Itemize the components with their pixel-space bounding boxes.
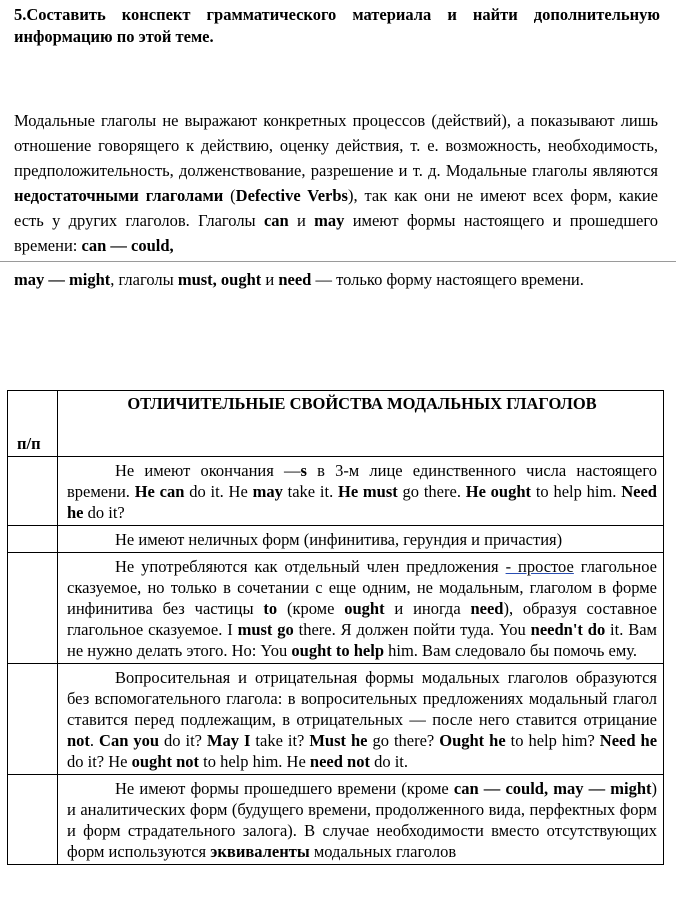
table-row — [8, 526, 664, 553]
modal-verbs-properties-table — [7, 390, 664, 865]
table-row — [8, 457, 664, 526]
property-cell-4: Вопросительная и отрицательная формы модальных глаголов образуются без вспомогательного глагола: в вопросительных предложениях модальный глагол ставится перед подлежащим, в отрицательных — после него ставится отрицание not. Can you do it? May I take it? Must he go there? Ought he to help him? Need he do it? He ought not to help him. He need not do it. — [58, 664, 664, 775]
intro-paragraph-continuation: may — might, глаголы must, ought и need — только форму настоящего времени. — [14, 270, 584, 289]
underlined-term: - простое — [505, 557, 574, 576]
row-number-cell — [8, 526, 58, 553]
table-header-row — [8, 391, 664, 457]
property-cell-5: Не имеют формы прошедшего времени (кроме can — could, may — might) и аналитических форм (будущего времени, продолженного вида, перфектных форм и форм страдательного залога). В случае необходимости вместо отсутствующих форм используются эквиваленты модальных глаголов — [58, 775, 664, 865]
property-cell-3: Не употребляются как отдельный член предложения - простое глагольное сказуемое, но только в сочетании с еще одним, не модальным, глаголом в форме инфинитива без частицы to (кроме ought и иногда need), образуя составное глагольное сказуемое. I must go there. Я должен пойти туда. You needn't do it. Вам не нужно делать этого. Но: You ought to help him. Вам следовало бы помочь ему. — [58, 553, 664, 664]
task-heading: 5.Составить конспект грамматического материала и найти дополнительную информацию по этой теме. — [14, 5, 660, 46]
row-number-cell — [8, 775, 58, 865]
intro-paragraph: Модальные глаголы не выражают конкретных процессов (действий), а показывают лишь отношение говорящего к действию, оценку действия, т. е. возможность, необходимость, предположительность, долженствование, разрешение и т. д. Модальные глаголы являются недостаточными глаголами (Defective Verbs), так как они не имеют всех форм, какие есть у других глаголов. Глаголы can и may имеют формы настоящего и прошедшего времени: can — could, — [14, 111, 658, 255]
table-row — [8, 553, 664, 664]
row-number-cell — [8, 553, 58, 664]
page-break-line — [0, 261, 676, 262]
table-row — [8, 775, 664, 865]
property-cell-1: Не имеют окончания —s в 3-м лице единственного числа настоящего времени. He can do it. He may take it. He must go there. He ought to help him. Need he do it? — [58, 457, 664, 526]
property-cell-2: Не имеют неличных форм (инфинитива, герундия и причастия) — [58, 526, 664, 553]
row-number-cell — [8, 457, 58, 526]
table-row — [8, 664, 664, 775]
row-number-cell — [8, 664, 58, 775]
row-number-header: п/п — [8, 391, 58, 457]
table-title: ОТЛИЧИТЕЛЬНЫЕ СВОЙСТВА МОДАЛЬНЫХ ГЛАГОЛОВ — [58, 391, 664, 457]
